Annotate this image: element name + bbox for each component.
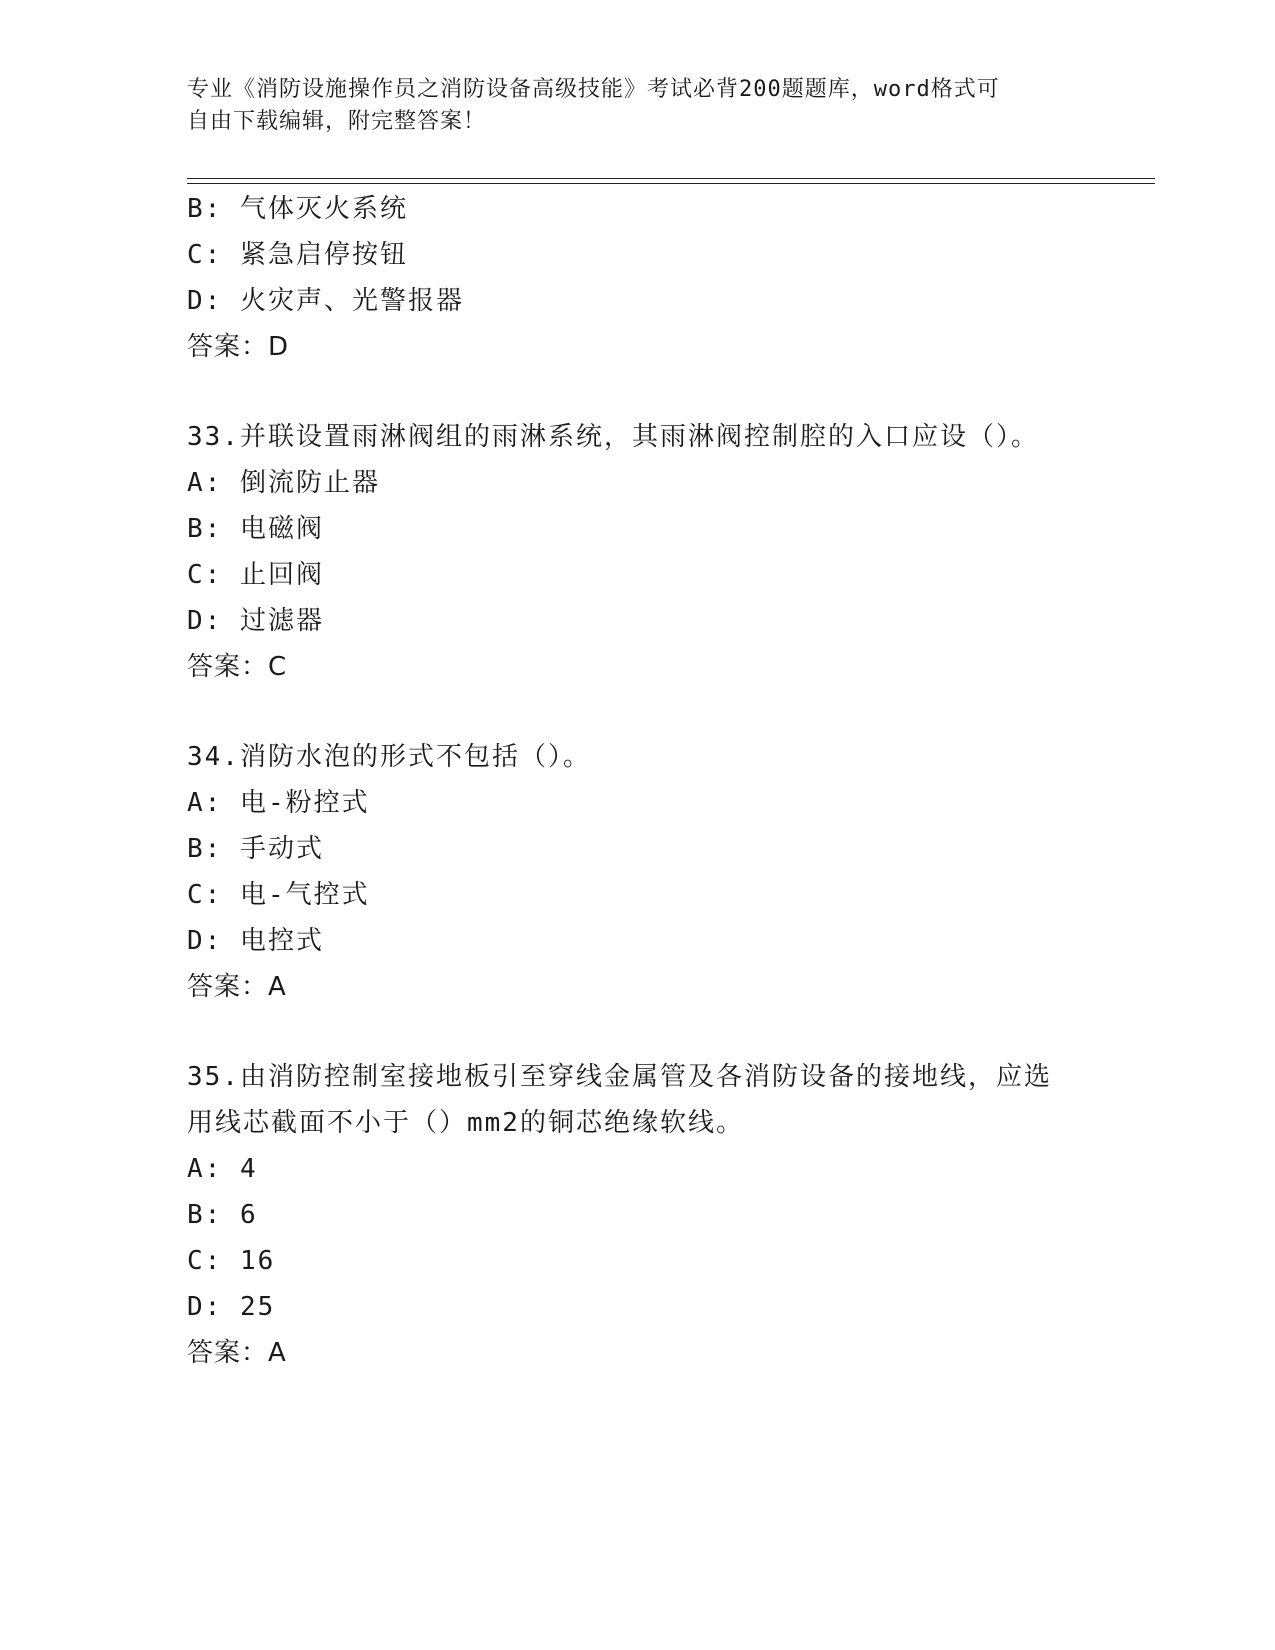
spacer xyxy=(187,1010,1087,1054)
question-text: 33.并联设置雨淋阀组的雨淋系统，其雨淋阀控制腔的入口应设（）。 xyxy=(187,422,1039,452)
question-block-35 xyxy=(187,1054,1087,1376)
header-divider-top xyxy=(187,178,1155,179)
option-a: A: 4 xyxy=(187,1154,258,1184)
option-b: B: 电磁阀 xyxy=(187,514,324,544)
option-c: C: 紧急启停按钮 xyxy=(187,240,408,270)
option-a: A: 电-粉控式 xyxy=(187,788,370,818)
option-a: A: 倒流防止器 xyxy=(187,468,380,498)
option-d: D: 25 xyxy=(187,1292,276,1322)
question-text: 34.消防水泡的形式不包括（）。 xyxy=(187,742,591,772)
header-divider-bottom xyxy=(187,183,1155,184)
spacer xyxy=(187,690,1087,734)
answer: 答案：D xyxy=(187,332,290,362)
header-line-1: 专业《消防设施操作员之消防设备高级技能》考试必背200题题库，word格式可 xyxy=(187,77,1000,102)
question-list xyxy=(187,186,1087,1376)
header-line-2: 自由下载编辑，附完整答案！ xyxy=(187,109,487,134)
option-b: B: 手动式 xyxy=(187,834,324,864)
option-d: D: 过滤器 xyxy=(187,606,324,636)
option-b: B: 6 xyxy=(187,1200,258,1230)
answer: 答案：C xyxy=(187,652,288,682)
document-header xyxy=(187,74,1067,138)
answer: 答案：A xyxy=(187,1338,287,1368)
option-c: C: 电-气控式 xyxy=(187,880,370,910)
question-text-line-1: 35.由消防控制室接地板引至穿线金属管及各消防设备的接地线，应选 xyxy=(187,1062,1052,1092)
option-c: C: 止回阀 xyxy=(187,560,324,590)
question-block-34 xyxy=(187,734,1087,1010)
spacer xyxy=(187,370,1087,414)
option-c: C: 16 xyxy=(187,1246,276,1276)
option-b: B: 气体灭火系统 xyxy=(187,194,408,224)
option-d: D: 火灾声、光警报器 xyxy=(187,286,464,316)
question-text-line-2: 用线芯截面不小于（）mm2的铜芯绝缘软线。 xyxy=(187,1108,744,1138)
answer: 答案：A xyxy=(187,972,287,1002)
option-d: D: 电控式 xyxy=(187,926,324,956)
question-block-33 xyxy=(187,414,1087,690)
question-block-32 xyxy=(187,186,1087,370)
